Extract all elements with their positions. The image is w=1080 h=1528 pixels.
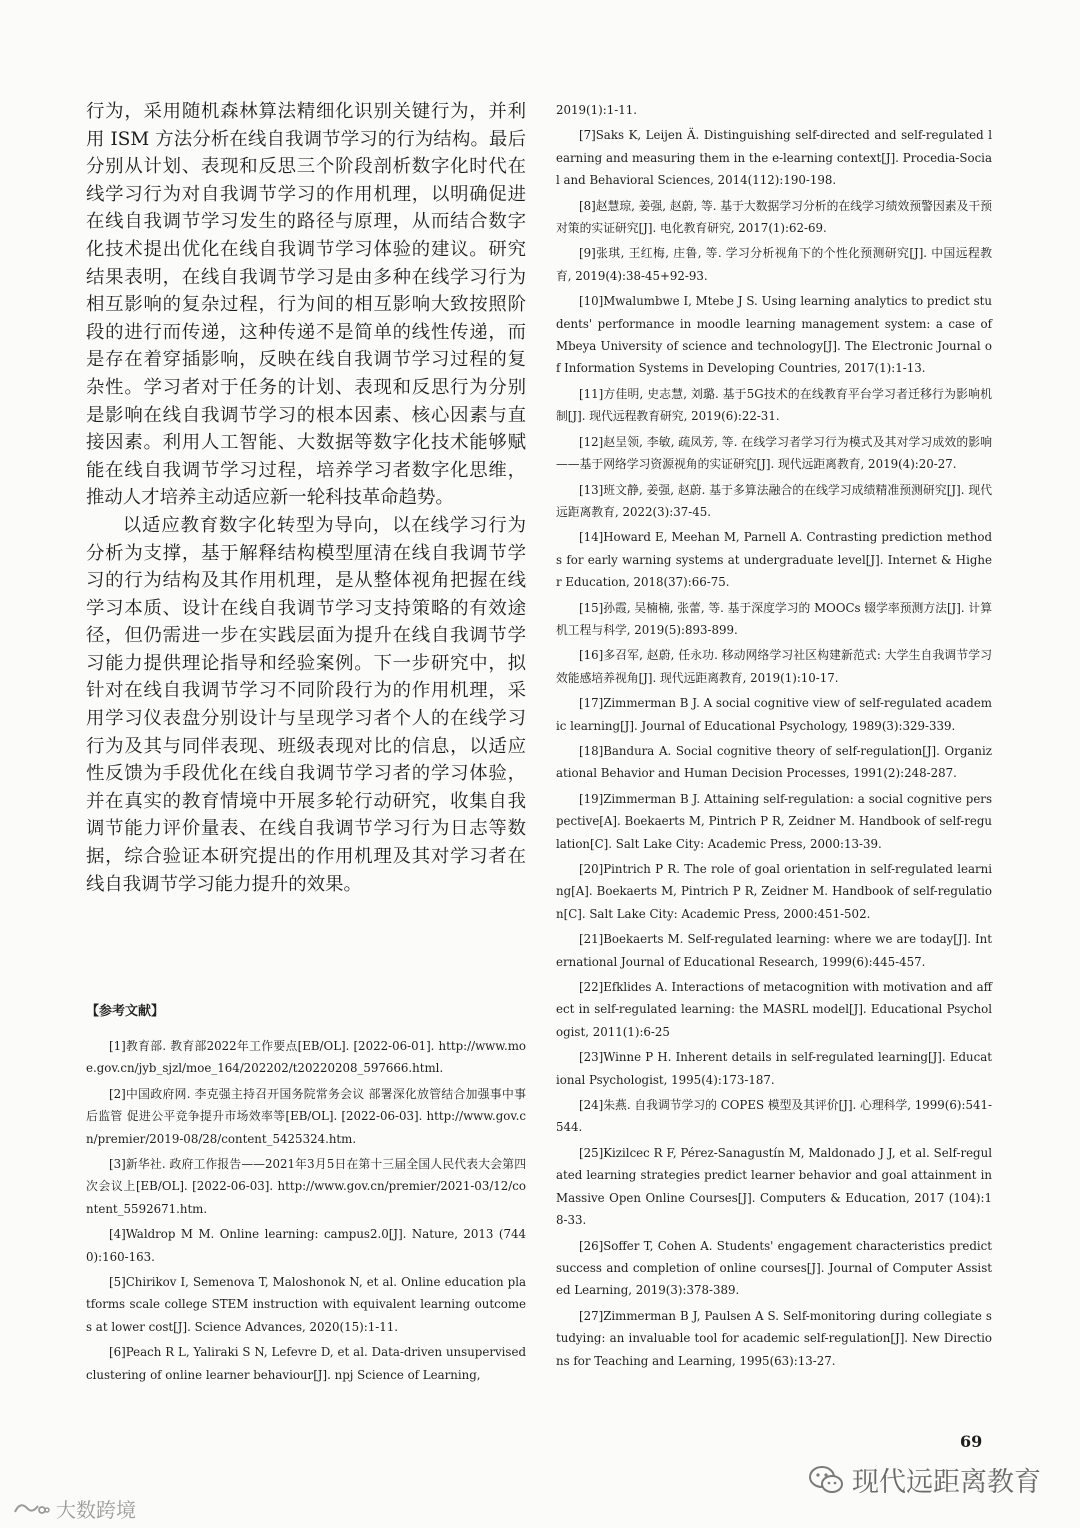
reference-item: [9]张琪, 王红梅, 庄鲁, 等. 学习分析视角下的个性化预测研究[J]. 中国远程教育, 2019(4):38-45+92-93. [556,246,992,283]
reference-item: [13]班文静, 姜强, 赵蔚. 基于多算法融合的在线学习成绩精准预测研究[J]. 现代远距离教育, 2022(3):37-45. [556,482,992,519]
page-number: 69 [960,1432,983,1451]
reference-item: [16]多召军, 赵蔚, 任永功. 移动网络学习社区构建新范式: 大学生自我调节学习效能感培养视角[J]. 现代远距离教育, 2019(1):10-17. [556,648,992,685]
reference-item: [25]Kizilcec R F, Pérez-Sanagustín M, Maldonado J J, et al. Self-regulated learning strategies predict learner behavior and goal attainment in Massive Open Online Courses[J]. Computers & Education, 2017 (104):18-33. [556,1145,992,1228]
reference-item: [1]教育部. 教育部2022年工作要点[EB/OL]. [2022-06-01]. http://www.moe.gov.cn/jyb_sjzl/moe_164/202202/t20220208_597666.html. [86,1039,526,1076]
reference-item: [6]Peach R L, Yaliraki S N, Lefevre D, et al. Data-driven unsupervised clustering of online learner behaviour[J]. npj Science of Learning, [86,1345,526,1382]
reference-item: [17]Zimmerman B J. A social cognitive view of self-regulated academic learning[J]. Journal of Educational Psychology, 1989(3):329-339. [556,696,992,733]
references-left-column [86,1035,526,1389]
reference-item: [15]孙霞, 吴楠楠, 张蕾, 等. 基于深度学习的 MOOCs 辍学率预测方法[J]. 计算机工程与科学, 2019(5):893-899. [556,600,992,637]
watermark-left-text: 大数跨境 [56,1498,136,1522]
body-paragraph: 以适应教育数字化转型为导向，以在线学习行为分析为支撑，基于解释结构模型厘清在线自我调节学习的行为结构及其作用机理，是从整体视角把握在线学习本质、设计在线自我调节学习支持策略的有效途径，但仍需进一步在实践层面为提升在线自我调节学习能力提供理论指导和经验案例。下一步研究中，拟针对在线自我调节学习不同阶段行为的作用机理，采用学习仪表盘分别设计与呈现学习者个人的在线学习行为及其与同伴表现、班级表现对比的信息，以适应性反馈为手段优化在线自我调节学习者的学习体验，并在真实的教育情境中开展多轮行动研究，收集自我调节能力评价量表、在线自我调节学习行为日志等数据，综合验证本研究提出的作用机理及其对学习者在线自我调节学习能力提升的效果。 [86,514,526,895]
body-paragraph: 行为，采用随机森林算法精细化识别关键行为，并利用 ISM 方法分析在线自我调节学习的行为结构。最后分别从计划、表现和反思三个阶段剖析数字化时代在线学习行为对自我调节学习的作用机理，以明确促进在线自我调节学习发生的路径与原理，从而结合数字化技术提出优化在线自我调节学习体验的建议。研究结果表明，在线自我调节学习是由多种在线学习行为相互影响的复杂过程，行为间的相互影响大致按照阶段的进行而传递，这种传递不是简单的线性传递，而是存在着穿插影响，反映在线自我调节学习过程的复杂性。学习者对于任务的计划、表现和反思行为分别是影响在线自我调节学习的根本因素、核心因素与直接因素。利用人工智能、大数据等数字化技术能够赋能在线自我调节学习过程，培养学习者数字化思维，推动人才培养主动适应新一轮科技革命趋势。 [86,101,526,509]
reference-item: [2]中国政府网. 李克强主持召开国务院常务会议 部署深化放管结合加强事中事后监管 促进公平竞争提升市场效率等[EB/OL]. [2022-06-03]. http://www.gov.cn/premier/2019-08/28/content_5425324.htm. [86,1086,526,1146]
reference-item: [20]Pintrich P R. The role of goal orientation in self-regulated learning[A]. Boekaerts M, Pintrich P R, Zeidner M. Handbook of self-regulation[C]. Salt Lake City: Academic Press, 2000:451-502. [556,862,992,921]
brand-logo-icon [12,1498,50,1520]
reference-item: [24]朱燕. 自我调节学习的 COPES 模型及其评价[J]. 心理科学, 1999(6):541-544. [556,1098,992,1135]
watermark-right-text: 现代远距离教育 [852,1467,1041,1498]
reference-item: [27]Zimmerman B J, Paulsen A S. Self-monitoring during collegiate studying: an invaluable tool for academic self-regulation[J]. New Directions for Teaching and Learning, 1995(63):13-27. [556,1308,992,1368]
reference-item: [23]Winne P H. Inherent details in self-regulated learning[J]. Educational Psychologist, 1995(4):173-187. [556,1050,992,1087]
watermark-left [12,1494,136,1523]
reference-item: [18]Bandura A. Social cognitive theory of self-regulation[J]. Organizational Behavior and Human Decision Processes, 1991(2):248-287. [556,743,992,781]
reference-item: [14]Howard E, Meehan M, Parnell A. Contrasting prediction methods for early warning systems at undergraduate level[J]. Internet & Higher Education, 2018(37):66-75. [556,530,992,590]
watermark-right [808,1460,1041,1499]
reference-item: [12]赵呈领, 李敏, 疏凤芳, 等. 在线学习者学习行为模式及其对学习成效的影响——基于网络学习资源视角的实证研究[J]. 现代远距离教育, 2019(4):20-27. [556,434,992,472]
reference-item: [19]Zimmerman B J. Attaining self-regulation: a social cognitive perspective[A]. Boekaerts M, Pintrich P R, Zeidner M. Handbook of self-regulation[C]. Salt Lake City: Academic Press, 2000:13-39. [556,791,992,851]
reference-item: [4]Waldrop M M. Online learning: campus2.0[J]. Nature, 2013 (7440):160-163. [86,1227,526,1264]
wechat-icon [808,1465,844,1495]
reference-item: [8]赵慧琼, 姜强, 赵蔚, 等. 基于大数据学习分析的在线学习绩效预警因素及干预对策的实证研究[J]. 电化教育研究, 2017(1):62-69. [556,198,992,236]
reference-item: [5]Chirikov I, Semenova T, Maloshonok N, et al. Online education platforms scale college STEM instruction with equivalent learning outcomes at lower cost[J]. Science Advances, 2020(15):1-11. [86,1275,526,1334]
reference-item: [3]新华社. 政府工作报告——2021年3月5日在第十三届全国人民代表大会第四次会议上[EB/OL]. [2022-06-03]. http://www.gov.cn/premier/2021-03/12/content_5592671.htm. [86,1157,526,1216]
reference-item: [10]Mwalumbwe I, Mtebe J S. Using learning analytics to predict students' performance in moodle learning management system: a case of Mbeya University of science and technology[J]. The Electronic Journal of Information Systems in Developing Countries, 2017(1):1-13. [556,294,992,376]
references-right-column [556,99,992,1375]
reference-item: [21]Boekaerts M. Self-regulated learning: where we are today[J]. International Journal of Educational Research, 1999(6):445-457. [556,932,992,969]
reference-item: [22]Efklides A. Interactions of metacognition with motivation and affect in self-regulated learning: the MASRL model[J]. Educational Psychologist, 2011(1):6-25 [556,980,992,1039]
reference-item: [11]方佳明, 史志慧, 刘璐. 基于5G技术的在线教育平台学习者迁移行为影响机制[J]. 现代远程教育研究, 2019(6):22-31. [556,386,992,424]
body-column [86,98,526,898]
references-heading: 【参考文献】 [86,1004,165,1019]
reference-continuation: 2019(1):1-11. [556,103,637,117]
reference-item: [26]Soffer T, Cohen A. Students' engagement characteristics predict success and completion of online courses[J]. Journal of Computer Assisted Learning, 2019(3):378-389. [556,1238,992,1298]
reference-item: [7]Saks K, Leijen Ä. Distinguishing self-directed and self-regulated learning and measuring them in the e-learning context[J]. Procedia-Social and Behavioral Sciences, 2014(112):190-198. [556,128,992,188]
